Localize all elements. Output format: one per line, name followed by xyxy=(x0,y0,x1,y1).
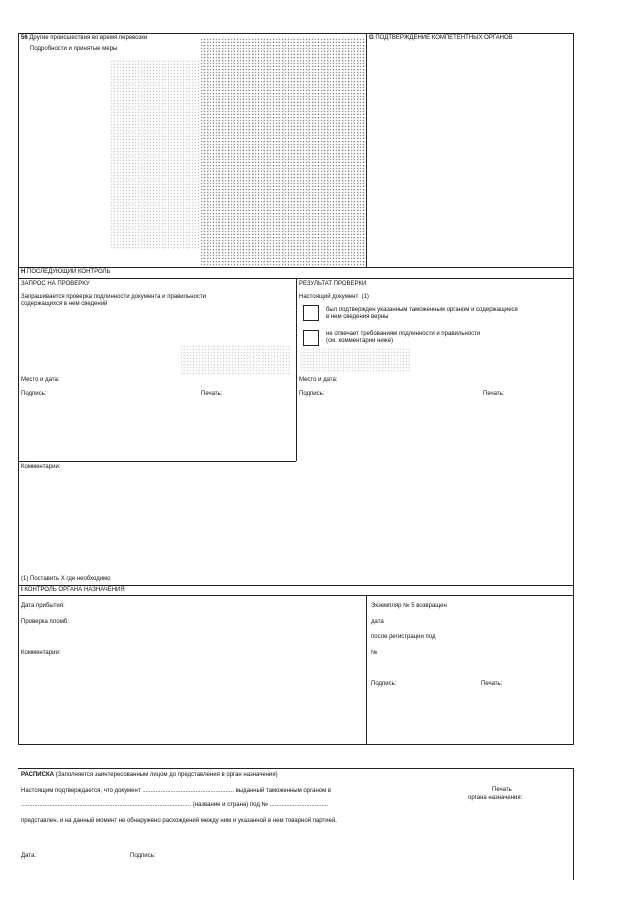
scanned-shading-h xyxy=(180,345,290,375)
receipt-line1: Настоящим подтверждается, что документ ....................................................... выданный таможенным органом в xyxy=(21,788,332,794)
left-border-h xyxy=(18,267,19,585)
section-h-top xyxy=(18,267,574,268)
receipt-stamp-label-2: органа назначения: xyxy=(468,795,523,801)
option1-line2: в нем сведения верны xyxy=(326,314,389,320)
copy-returned-label: Экземпляр № 5 возвращен xyxy=(371,603,447,609)
receipt-top xyxy=(18,768,574,769)
scanned-shading-light xyxy=(110,60,200,250)
request-signature: Подпись: xyxy=(21,391,47,397)
i-number-label: № xyxy=(371,650,378,656)
result-checkbox-rejected[interactable] xyxy=(303,330,319,346)
section-h-heading: H ПОСЛЕДУЮЩИЙ КОНТРОЛЬ xyxy=(21,269,111,275)
request-title: ЗАПРОС НА ПРОВЕРКУ xyxy=(21,281,90,287)
arrival-date-label: Дата прибытия: xyxy=(21,603,65,609)
right-border-top xyxy=(573,33,574,267)
right-border-i xyxy=(573,585,574,744)
request-stamp: Печать: xyxy=(201,391,223,397)
receipt-date-label: Дата: xyxy=(21,853,36,859)
section-i-subheader-line xyxy=(18,595,574,596)
section-i-heading: I КОНТРОЛЬ ОРГАНА НАЗНАЧЕНИЯ xyxy=(21,587,125,593)
result-signature: Подпись: xyxy=(299,391,325,397)
receipt-line2: ...................................................................................................... (название и страна) под № ................................... xyxy=(21,802,329,808)
top-border xyxy=(18,33,574,34)
i-comments-label: Комментарии: xyxy=(21,650,61,656)
request-box-bottom xyxy=(18,461,296,462)
result-title: РЕЗУЛЬТАТ ПРОВЕРКИ xyxy=(299,281,367,287)
section-56-subtitle: Подробности и принятые меры xyxy=(30,46,118,52)
receipt-heading: РАСПИСКА (Заполняется заинтересованным лицом до представления в орган назначения) xyxy=(21,772,278,778)
section-g-heading: G ПОДТВЕРЖДЕНИЕ КОМПЕТЕНТНЫХ ОРГАНОВ xyxy=(369,35,513,41)
option2-line1: не отвечает требованиям подлинности и правильности xyxy=(326,331,481,337)
seal-check-label: Проверка пломб: xyxy=(21,619,69,625)
receipt-right-border xyxy=(573,768,574,880)
section-56-heading: 56 Другие происшествия во время перевозки xyxy=(21,35,148,41)
option2-line2: (см. комментарии ниже) xyxy=(326,338,394,344)
result-document: Настоящий документ (1) xyxy=(299,294,369,300)
receipt-stamp-label-1: Печать xyxy=(492,787,512,793)
left-border-top xyxy=(18,33,19,267)
after-registration-label: после регистрации под xyxy=(371,634,436,640)
receipt-signature-label: Подпись: xyxy=(130,853,156,859)
right-border-h xyxy=(573,267,574,585)
divider-h-request-result xyxy=(296,278,297,461)
divider-i xyxy=(366,595,367,744)
scanned-shading-result xyxy=(300,348,410,372)
section-i-bottom xyxy=(18,744,574,745)
result-checkbox-confirmed[interactable] xyxy=(303,305,319,321)
left-border-i xyxy=(18,585,19,744)
receipt-line3: представлен, и на данный момент не обнаружено расхождений между ним и указанной в нем товарной партией. xyxy=(21,818,337,824)
divider-56-g xyxy=(366,33,367,267)
section-i-top xyxy=(18,585,574,586)
request-place-date: Место и дата: xyxy=(21,377,60,383)
i-date-label: дата xyxy=(371,619,384,625)
request-text-2: содержащихся в нем сведений xyxy=(21,301,108,307)
h-footnote: (1) Поставить X где необходимо xyxy=(21,576,111,582)
h-comments-label: Комментарии: xyxy=(21,464,61,470)
scanned-shading xyxy=(200,38,366,266)
result-place-date: Место и дата: xyxy=(299,377,338,383)
i-signature-label: Подпись: xyxy=(371,681,397,687)
i-stamp-label: Печать: xyxy=(481,681,503,687)
option1-line1: был подтвержден указанным таможенным органом и содержащиеся xyxy=(326,307,518,313)
result-stamp: Печать: xyxy=(483,391,505,397)
request-text-1: Запрашивается проверка подлинности документа и правильности xyxy=(21,294,207,300)
